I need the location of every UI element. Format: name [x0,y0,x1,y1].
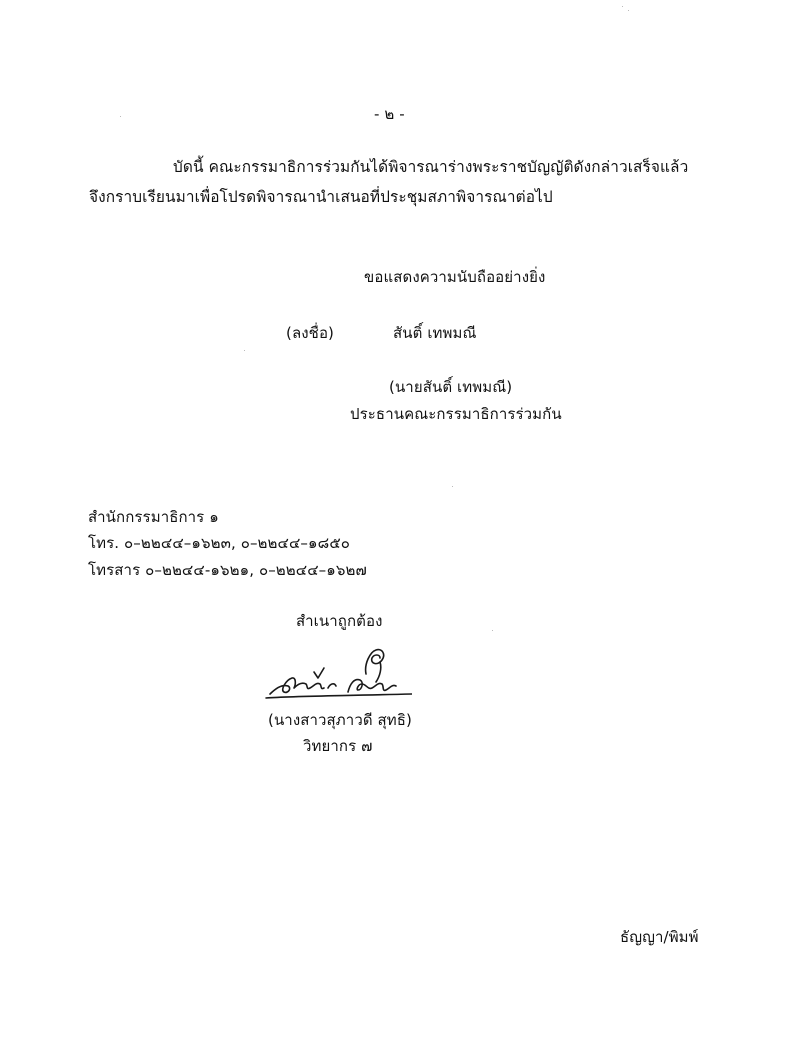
body-paragraph-line-2: จึงกราบเรียนมาเพื่อโปรดพิจารณานำเสนอที่ประชุมสภาพิจารณาต่อไป [89,188,553,206]
handwritten-signature [262,644,412,704]
certified-copy-label: สำเนาถูกต้อง [296,612,383,630]
office-phone: โทร. ๐–๒๒๔๔–๑๖๒๓, ๐–๒๒๔๔–๑๘๕๐ [88,534,351,552]
scan-speck [120,116,121,117]
typist-mark: ธัญญา/พิมพ์ [620,928,699,946]
signed-label: (ลงชื่อ) [286,324,335,342]
certifier-name: (นางสาวสุภาวดี สุทธิ) [268,711,413,729]
scan-speck [628,10,629,11]
certifier-position: วิทยากร ๗ [303,737,373,755]
scan-speck [452,486,453,487]
office-name: สำนักกรรมาธิการ ๑ [88,508,219,526]
closing-salutation: ขอแสดงความนับถืออย่างยิ่ง [364,268,546,286]
office-fax: โทรสาร ๐–๒๒๔๔-๑๖๒๑, ๐–๒๒๔๔–๑๖๒๗ [88,561,367,579]
body-paragraph-line-1: บัดนี้ คณะกรรมาธิการร่วมกันได้พิจารณาร่างพระราชบัญญัติดังกล่าวเสร็จแล้ว [173,158,689,176]
page-number: - ๒ - [374,105,405,123]
signatory-full-name: (นายสันติ์ เทพมณี) [389,378,513,396]
scan-speck [622,6,623,7]
scan-speck [492,630,493,631]
scan-speck [244,350,245,351]
signed-name: สันติ์ เทพมณี [393,324,477,342]
signatory-position: ประธานคณะกรรมาธิการร่วมกัน [350,405,562,423]
